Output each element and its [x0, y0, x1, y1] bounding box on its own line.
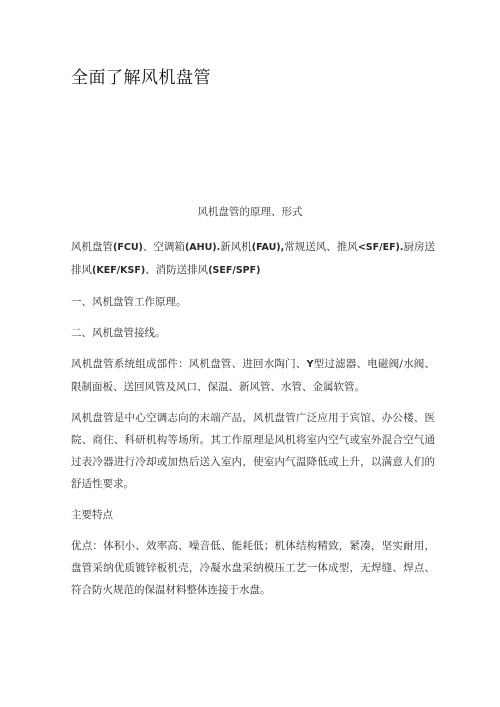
paragraph-bold-text: (FAU),: [251, 242, 285, 253]
paragraph-text: 主要特点: [71, 509, 113, 521]
paragraph-text: 一、风机盘管工作原理。: [71, 296, 187, 308]
paragraph: [71, 504, 435, 526]
paragraph: [71, 236, 435, 282]
paragraph-text: 、消防送排风: [145, 264, 209, 276]
paragraph: [71, 322, 435, 344]
document-body: [71, 236, 435, 610]
paragraph-text: 优点：体积小、效率高、噪音低、能耗低；机体结构精致，紧凑，坚实耐用，盘管采纳优质镀锌板机壳，冷凝水盘采纳模压工艺一体成型，无焊缝、焊点、符合防火规范的保温材料整体连接于水盘。: [71, 540, 435, 596]
document-subtitle: 风机盘管的原理、形式: [197, 206, 303, 218]
paragraph: [71, 535, 435, 601]
paragraph-text: 二、风机盘管接线。: [71, 327, 166, 339]
paragraph-bold-text: <SF/EF).: [357, 242, 404, 253]
paragraph: [71, 291, 435, 313]
paragraph-text: 新风机: [220, 241, 252, 253]
paragraph-text: 风机盘管是中心空调志向的末端产品，风机盘管广泛应用于宾馆、办公楼、医院、商住、科研机构等场所。其工作原理是风机将室内空气或室外混合空气通过表冷器进行冷却或加热后送入室内，使室内气温降低或上升，以满意人们的舒适性要求。: [71, 412, 435, 490]
paragraph: [71, 407, 435, 495]
paragraph-bold-text: (FCU): [113, 242, 143, 253]
paragraph-text: 厨房送排风: [71, 241, 436, 276]
document-title: 全面了解风机盘管: [71, 68, 211, 88]
paragraph-bold-text: (KEF/KSF): [92, 265, 146, 276]
paragraph-text: 风机盘管: [71, 241, 114, 253]
paragraph: [71, 353, 435, 398]
paragraph-bold-text: (SEF/SPF): [208, 265, 261, 276]
paragraph-text: 风机盘管系统组成部件：风机盘管、进回水陶门、: [71, 358, 307, 370]
paragraph-bold-text: Y: [306, 359, 314, 370]
paragraph-bold-text: (AHU).: [184, 242, 221, 253]
paragraph-text: 、空调箱: [142, 241, 185, 253]
paragraph-text: 常规送风、推风: [284, 241, 358, 253]
paragraph-text: 型过滤器、电磁阀/水阀、限制面板、送回风管及风口、保温、新风管、水管、金属软管。: [71, 358, 435, 393]
